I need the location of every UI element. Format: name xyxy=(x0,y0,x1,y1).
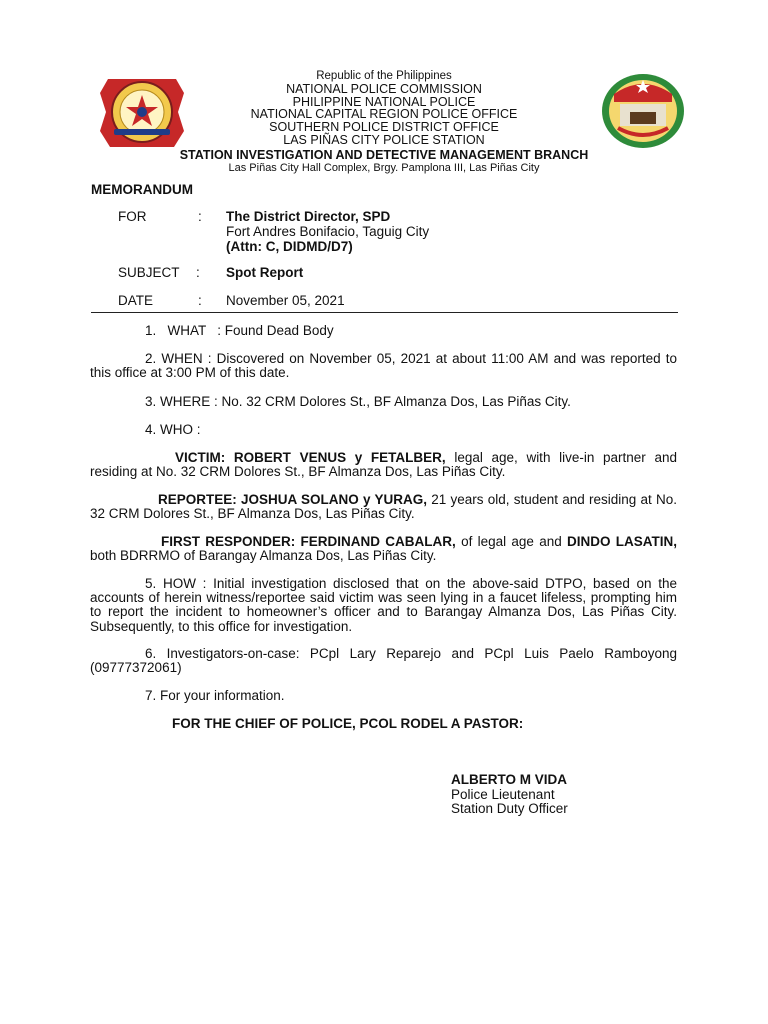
branch-title: STATION INVESTIGATION AND DETECTIVE MANAGEMENT BRANCH xyxy=(179,148,589,162)
for-label: FOR xyxy=(118,209,147,224)
header-divider xyxy=(91,312,678,313)
signatory-name: ALBERTO M VIDA xyxy=(451,772,568,787)
signatory-position: Station Duty Officer xyxy=(451,801,568,816)
how-text: 5. HOW : Initial investigation disclosed that on the above-said DTPO, based on the accounts of herein witness/reportee said victim was seen lying in a faucet lifeless, prompting him to report the incident to homeowner’s officer and to Barangay Almanza Dos, Las Piñas City. Subsequently, to this office for investigation. xyxy=(90,576,677,634)
reportee-text: 21 years old, student and residing at No. 32 CRM Dolores St., BF Almanza Dos, Las Piñas City. xyxy=(90,492,677,522)
paragraph-reportee xyxy=(90,493,677,521)
responder-label: FIRST RESPONDER: FERDINAND CABALAR, xyxy=(161,534,456,549)
for-addressee: The District Director, SPD xyxy=(226,209,391,224)
header-line-station: LAS PIÑAS CITY POLICE STATION xyxy=(283,132,485,147)
subject-colon: : xyxy=(196,265,200,280)
when-text: 2. WHEN : Discovered on November 05, 2021 at about 11:00 AM and was reported to this office at 3:00 PM of this date. xyxy=(90,351,677,381)
information-text: 7. For your information. xyxy=(145,688,285,703)
investigators-text: 6. Investigators-on-case: PCpl Lary Reparejo and PCpl Luis Paelo Ramboyong (09777372061) xyxy=(90,646,677,676)
paragraph-investigators xyxy=(90,647,677,675)
letterhead xyxy=(180,70,588,147)
for-location: Fort Andres Bonifacio, Taguig City xyxy=(226,224,430,239)
responder-mid: of legal age and xyxy=(455,534,567,549)
paragraph-information xyxy=(90,689,677,703)
what-text: 1. WHAT : Found Dead Body xyxy=(145,323,334,338)
paragraph-where xyxy=(90,395,677,409)
subject-value: Spot Report xyxy=(226,265,304,280)
who-text: 4. WHO : xyxy=(145,422,201,437)
header-line-ncrpo: NATIONAL CAPITAL REGION POLICE OFFICE xyxy=(250,107,518,122)
signatory-rank: Police Lieutenant xyxy=(451,787,555,802)
subject-label: SUBJECT xyxy=(118,265,180,280)
paragraph-who xyxy=(90,423,677,437)
responder-name2: DINDO LASATIN, xyxy=(566,534,677,549)
date-value: November 05, 2021 xyxy=(226,293,345,308)
where-text: 3. WHERE : No. 32 CRM Dolores St., BF Almanza Dos, Las Piñas City. xyxy=(145,394,571,409)
for-attention: (Attn: C, DIDMD/D7) xyxy=(226,239,353,254)
pnp-seal-logo xyxy=(96,73,188,151)
header-line-napolcom: NATIONAL POLICE COMMISSION xyxy=(286,81,482,96)
paragraph-first-responder xyxy=(90,535,677,563)
station-address: Las Piñas City Hall Complex, Brgy. Pamplona III, Las Piñas City xyxy=(228,162,540,174)
victim-text: legal age, with live-in partner and residing at No. 32 CRM Dolores St., BF Almanza Dos, Las Piñas City. xyxy=(90,450,677,480)
date-label: DATE xyxy=(118,293,154,308)
paragraph-what xyxy=(90,324,677,338)
header-line-pnp: PHILIPPINE NATIONAL POLICE xyxy=(292,94,476,109)
responder-text: both BDRRMO of Barangay Almanza Dos, Las Piñas City. xyxy=(90,548,437,564)
station-seal-logo xyxy=(600,72,686,150)
header-line-republic: Republic of the Philippines xyxy=(316,70,452,82)
paragraph-victim xyxy=(90,451,677,479)
paragraph-how xyxy=(90,577,677,634)
memorandum-title: MEMORANDUM xyxy=(91,182,193,197)
closing-line: FOR THE CHIEF OF POLICE, PCOL RODEL A PASTOR: xyxy=(172,716,524,731)
for-colon: : xyxy=(198,209,202,224)
date-colon: : xyxy=(198,293,202,308)
reportee-label: REPORTEE: JOSHUA SOLANO y YURAG, xyxy=(158,492,427,507)
victim-label: VICTIM: ROBERT VENUS y FETALBER, xyxy=(175,450,446,465)
paragraph-when xyxy=(90,352,677,380)
header-line-spd: SOUTHERN POLICE DISTRICT OFFICE xyxy=(269,120,499,135)
